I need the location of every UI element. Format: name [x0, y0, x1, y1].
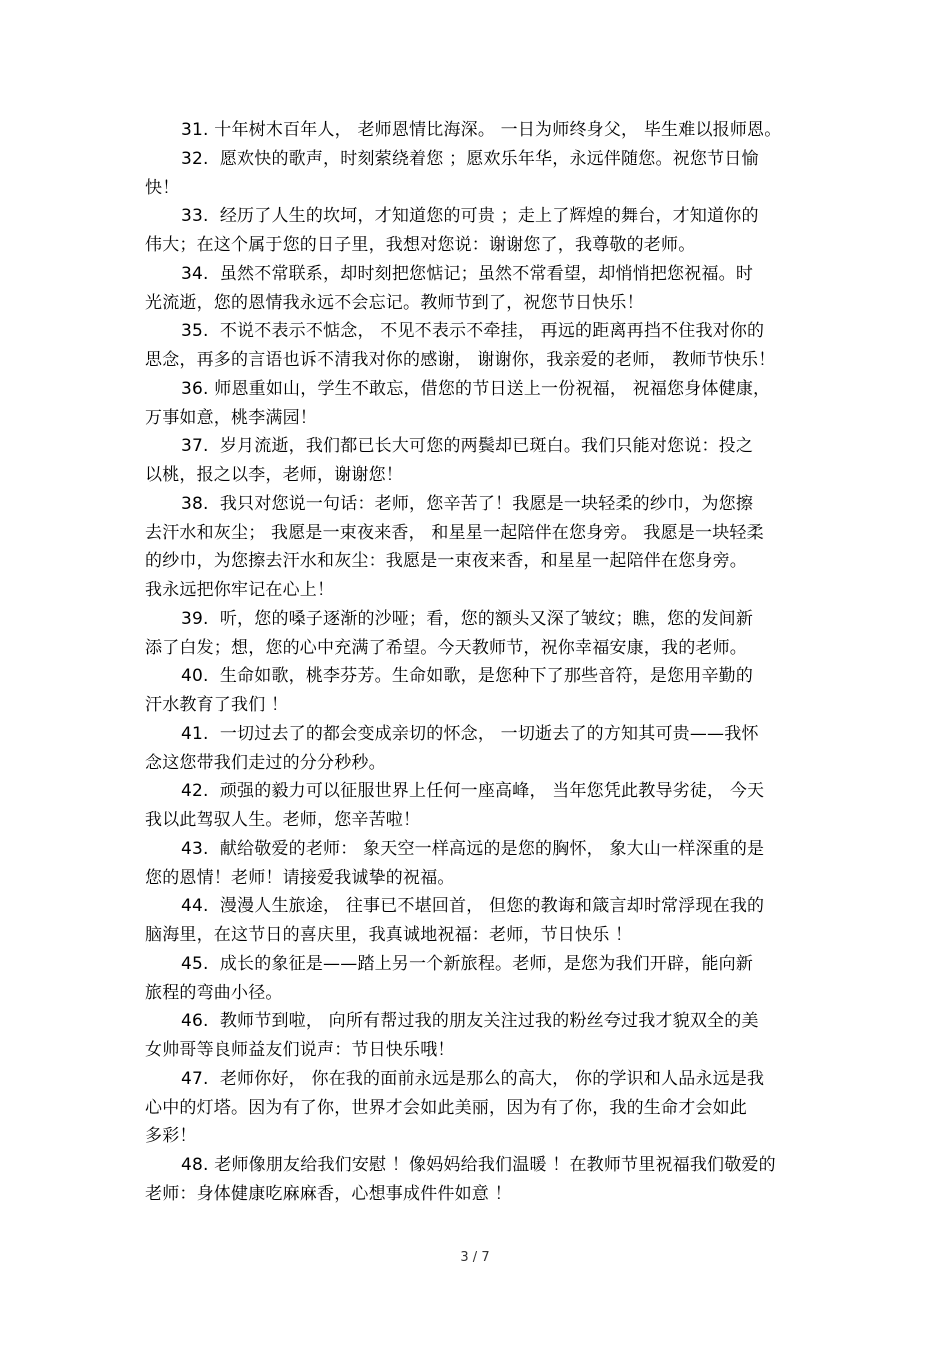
text-line: 35. 不说不表示不惦念， 不见不表示不牵挂， 再远的距离再挡不住我对你的 — [181, 321, 765, 342]
text-line: 我以此驾驭人生。老师，您辛苦啦！ — [145, 810, 421, 830]
text-line: 40. 生命如歌，桃李芬芳。生命如歌，是您种下了那些音符，是您用辛勤的 — [181, 666, 754, 687]
text-line: 44. 漫漫人生旅途， 往事已不堪回首， 但您的教诲和箴言却时常浮现在我的 — [181, 896, 765, 917]
text-line: 多彩！ — [145, 1126, 197, 1147]
text-line: 思念，再多的言语也诉不清我对你的感谢， 谢谢你，我亲爱的老师， 教师节快乐！ — [145, 350, 776, 370]
text-line: 添了白发；想，您的心中充满了希望。今天教师节，祝你幸福安康，我的老师。 — [145, 637, 747, 658]
text-line: 43. 献给敬爱的老师： 象天空一样高远的是您的胸怀， 象大山一样深重的是 — [181, 838, 765, 859]
text-line: 老师：身体健康吃麻麻香，心想事成件件如意 ！ — [145, 1183, 512, 1204]
text-line: 37. 岁月流逝，我们都已长大可您的两鬓却已斑白。我们只能对您说：投之 — [181, 436, 754, 457]
text-line: 32. 愿欢快的歌声，时刻萦绕着您 ；愿欢乐年华，永远伴随您。祝您节日愉 — [181, 148, 759, 169]
text-line: 快！ — [145, 177, 180, 198]
text-line: 33. 经历了人生的坎坷，才知道您的可贵 ；走上了辉煌的舞台，才知道你的 — [181, 206, 759, 227]
text-line: 46. 教师节到啦， 向所有帮过我的朋友关注过我的粉丝夸过我才貌双全的美 — [181, 1011, 759, 1032]
text-line: 万事如意，桃李满园！ — [145, 407, 317, 428]
page-number: 3 / 7 — [460, 1250, 490, 1265]
text-line: 39. 听，您的嗓子逐渐的沙哑；看，您的额头又深了皱纹；瞧，您的发间新 — [181, 608, 754, 629]
text-line: 42. 顽强的毅力可以征服世界上任何一座高峰， 当年您凭此教导劣徒， 今天 — [181, 781, 765, 802]
text-line: 念这您带我们走过的分分秒秒。 — [145, 752, 386, 773]
text-line: 伟大；在这个属于您的日子里，我想对您说：谢谢您了，我尊敬的老师。 — [145, 235, 696, 255]
text-line: 去汗水和灰尘； 我愿是一束夜来香， 和星星一起陪伴在您身旁。 我愿是一块轻柔 — [145, 522, 764, 543]
text-line: 45. 成长的象征是——踏上另一个新旅程。老师，是您为我们开辟，能向新 — [181, 953, 754, 974]
text-line: 光流逝，您的恩情我永远不会忘记。教师节到了，祝您节日快乐！ — [145, 292, 644, 313]
text-line: 心中的灯塔。因为有了你，世界才会如此美丽，因为有了你，我的生命才会如此 — [145, 1097, 747, 1118]
text-line: 的纱巾，为您擦去汗水和灰尘：我愿是一束夜来香，和星星一起陪伴在您身旁。 — [145, 551, 747, 572]
text-line: 旅程的弯曲小径。 — [145, 982, 283, 1003]
text-line: 41. 一切过去了的都会变成亲切的怀念， 一切逝去了的方知其可贵——我怀 — [181, 723, 759, 744]
text-line: 汗水教育了我们 ！ — [145, 695, 289, 715]
document-body — [145, 116, 807, 1209]
text-line: 36. 师恩重如山，学生不敢忘，借您的节日送上一份祝福， 祝福您身体健康， — [181, 378, 771, 399]
text-line: 34. 虽然不常联系，却时刻把您惦记；虽然不常看望，却悄悄把您祝福。时 — [181, 263, 754, 284]
text-line: 31. 十年树木百年人， 老师恩情比海深。 一日为师终身父， 毕生难以报师恩。 — [181, 120, 782, 140]
text-line: 以桃，报之以李，老师，谢谢您！ — [145, 465, 403, 485]
text-line: 我永远把你牢记在心上！ — [145, 580, 335, 600]
text-line: 38. 我只对您说一句话：老师，您辛苦了！我愿是一块轻柔的纱巾，为您擦 — [181, 493, 754, 514]
text-line: 47. 老师你好， 你在我的面前永远是那么的高大， 你的学识和人品永远是我 — [181, 1068, 765, 1089]
text-line: 脑海里，在这节日的喜庆里，我真诚地祝福：老师，节日快乐 ！ — [145, 925, 633, 945]
text-line: 48. 老师像朋友给我们安慰 ！像妈妈给我们温暖 ！在教师节里祝福我们敬爱的 — [181, 1155, 776, 1175]
text-line: 女帅哥等良师益友们说声：节日快乐哦！ — [145, 1040, 455, 1060]
text-line: 您的恩情！老师！请接爱我诚挚的祝福。 — [145, 867, 455, 888]
